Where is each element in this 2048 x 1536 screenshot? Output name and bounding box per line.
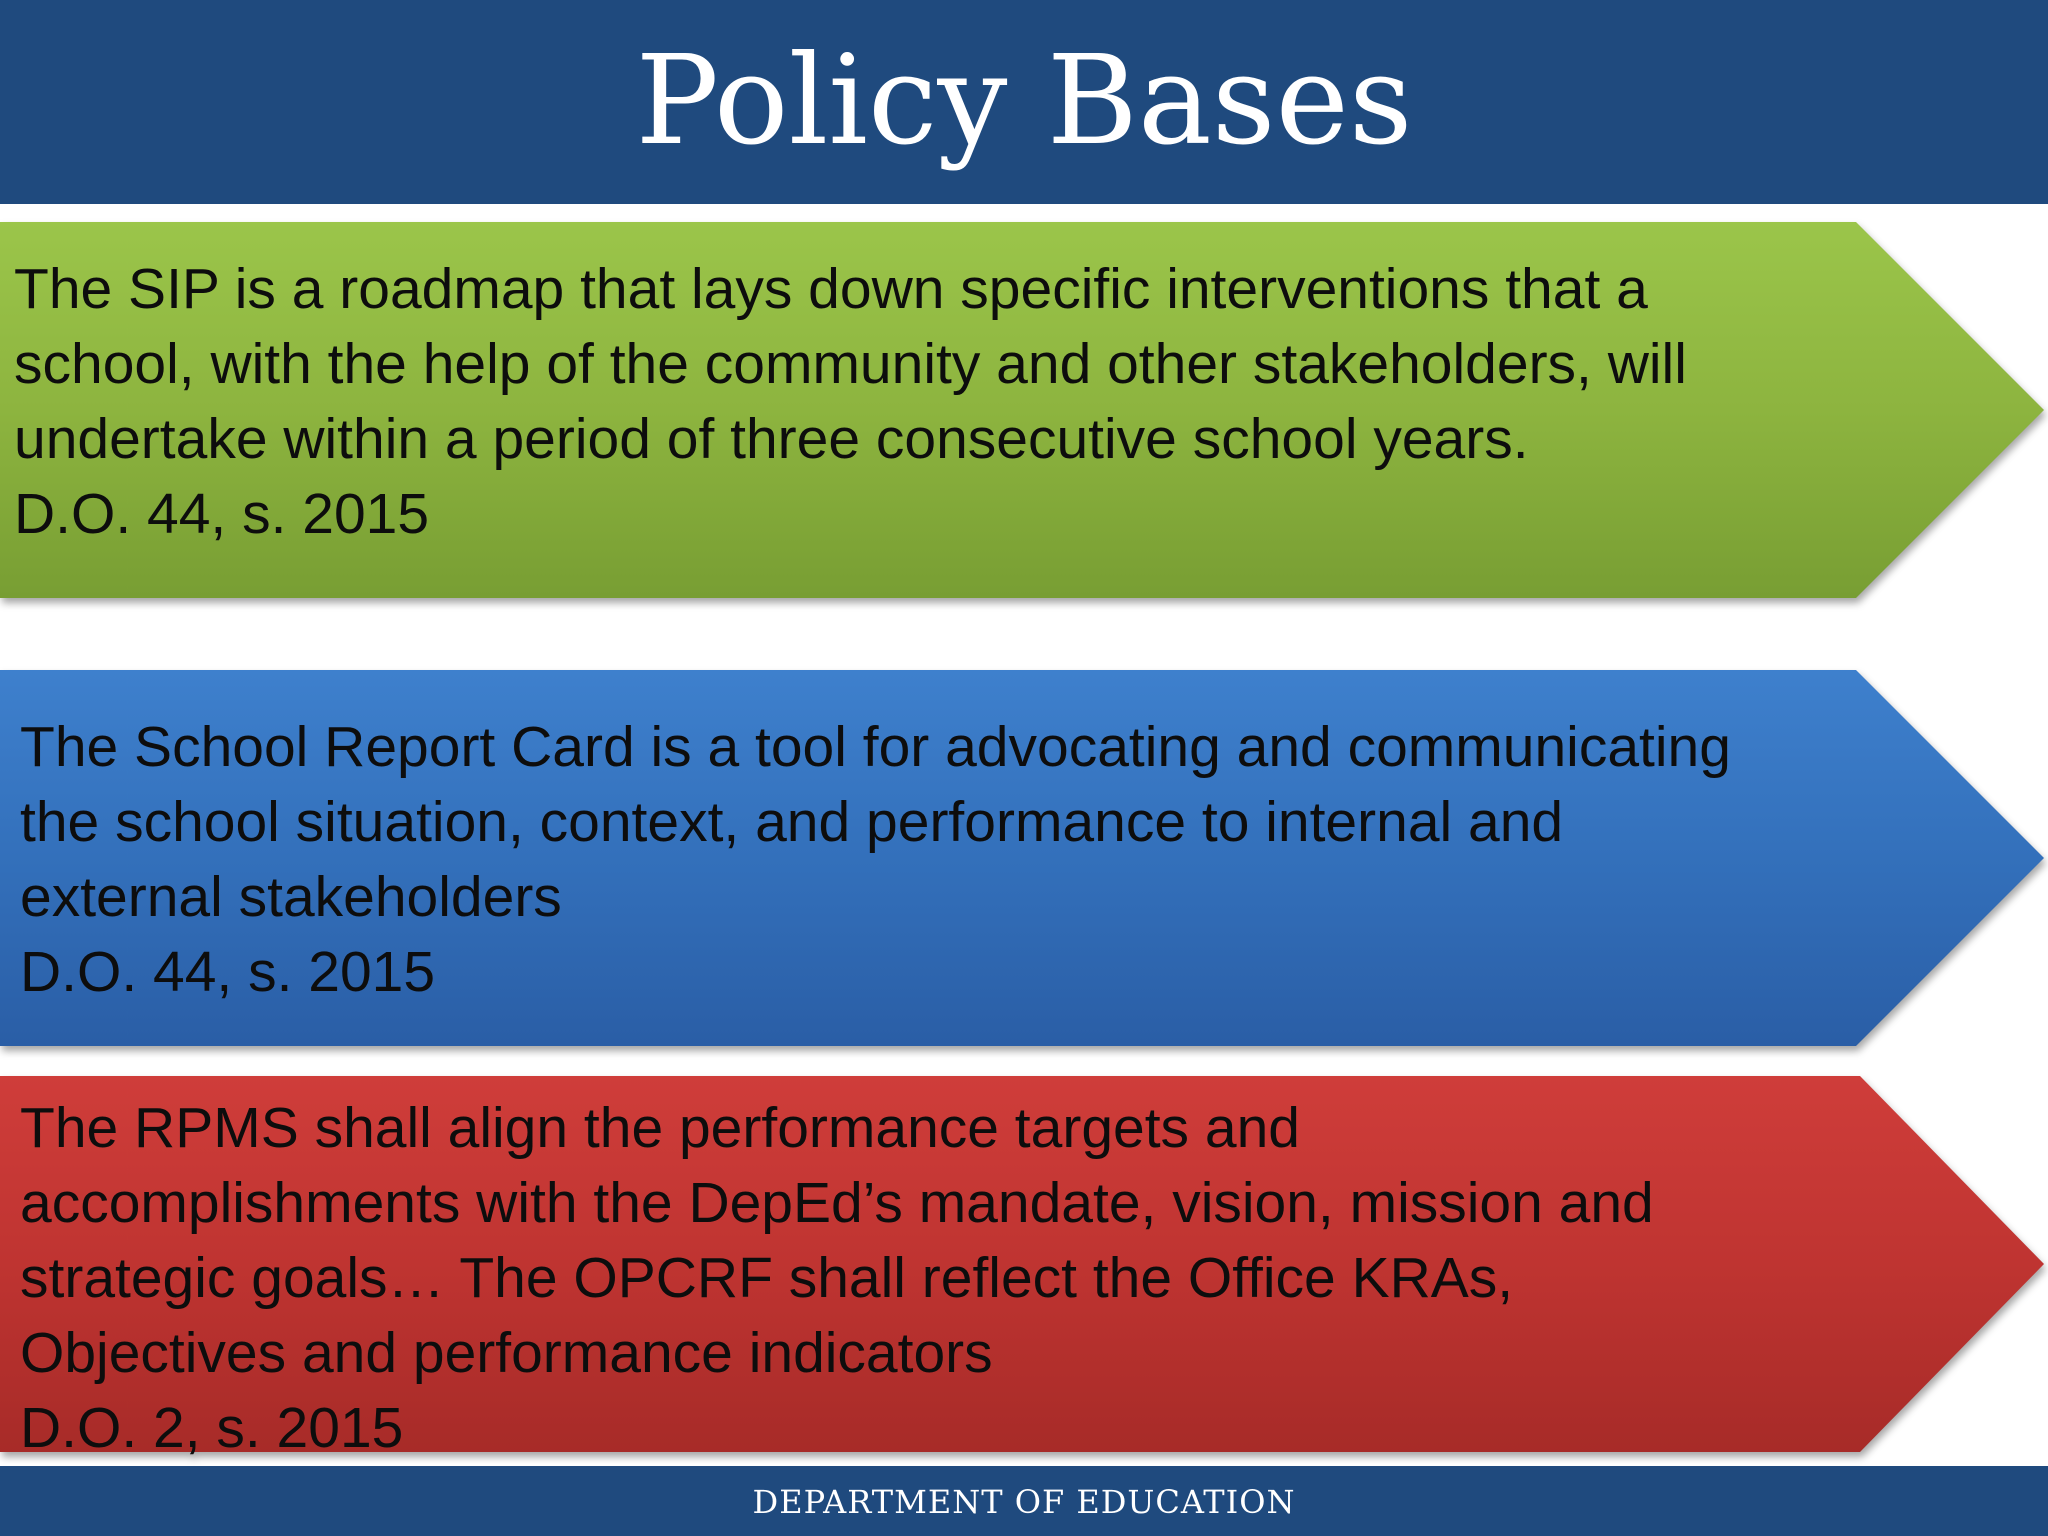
policy-card-line: The SIP is a roadmap that lays down specific interventions that a [14,257,1648,321]
policy-card-sip [0,222,2048,598]
policy-card-line: undertake within a period of three consecutive school years. [14,407,1529,471]
policy-card-rpms [0,1076,2048,1460]
slide-title: Policy Bases [635,29,1413,173]
policy-card-line: accomplishments with the DepEd’s mandate, vision, mission and [20,1171,1654,1235]
policy-card-line: The School Report Card is a tool for advocating and communicating [20,715,1731,779]
policy-card-line: The RPMS shall align the performance targets and [20,1096,1300,1160]
policy-card-sip-text [14,252,1687,552]
policy-card-line: Objectives and performance indicators [20,1321,993,1385]
policy-card-line: strategic goals… The OPCRF shall reflect the Office KRAs, [20,1246,1514,1310]
policy-card-line: school, with the help of the community and other stakeholders, will [14,332,1687,396]
policy-card-line: the school situation, context, and performance to internal and [20,790,1564,854]
policy-card-reference: D.O. 2, s. 2015 [20,1396,404,1460]
policy-card-line: external stakeholders [20,865,562,929]
footer-label: DEPARTMENT OF EDUCATION [752,1483,1296,1521]
policy-card-rpms-text [20,1091,1654,1466]
policy-card-report-card [0,670,2048,1046]
policy-card-report-card-text [20,710,1731,1010]
policy-card-reference: D.O. 44, s. 2015 [20,940,436,1004]
policy-card-reference: D.O. 44, s. 2015 [14,482,430,546]
